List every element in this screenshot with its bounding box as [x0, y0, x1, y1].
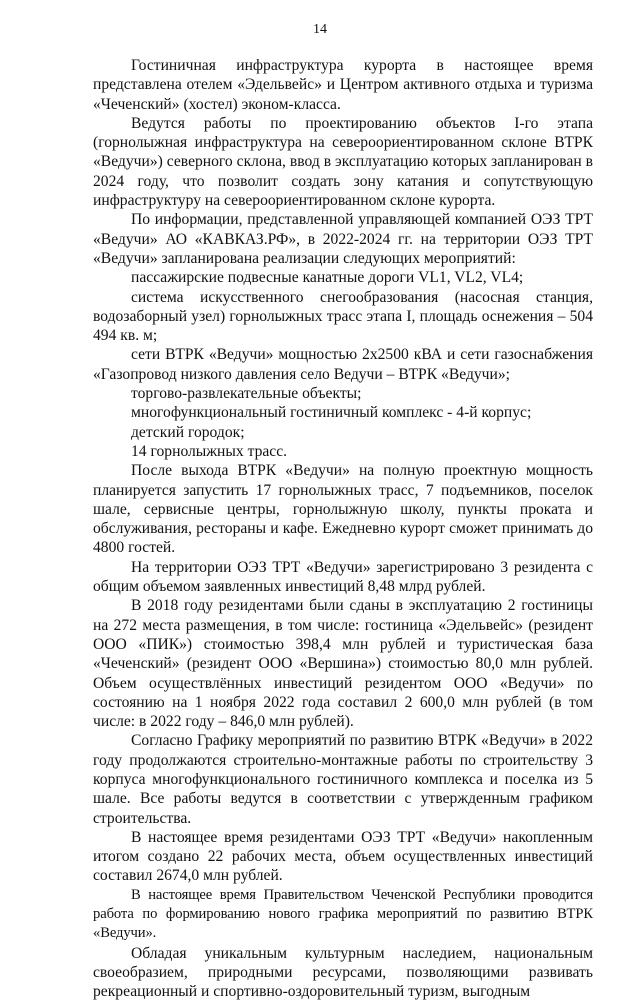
list-item-snowmaking: система искусственного снегообразования (насосная станция, водозаборный узел) горнолыжных трасс этапа I, площадь оснежения – 504 494 кв. м;: [93, 288, 593, 345]
paragraph-residents: На территории ОЭЗ ТРТ «Ведучи» зарегистрировано 3 резидента с общим объемом заявленных инвестиций 8,48 млрд рублей.: [93, 558, 593, 596]
document-body: [93, 56, 593, 1002]
paragraph-jobs-investment: В настоящее время резидентами ОЭЗ ТРТ «Ведучи» накопленным итогом создано 22 рабочих места, объем осуществленных инвестиций составил 2674,0 млн рублей.: [93, 828, 593, 885]
list-item-kids-town: детский городок;: [131, 423, 245, 441]
list-item-entertainment: торгово-развлекательные объекты;: [131, 385, 362, 403]
paragraph-full-capacity: После выхода ВТРК «Ведучи» на полную проектную мощность планируется запустить 17 горнолыжных трасс, 7 подъемников, поселок шале, сервисные центры, горнолыжную школу, пункты проката и обслуживания, рестораны и кафе. Ежедневно курорт сможет принимать до 4800 гостей.: [93, 462, 593, 557]
list-item-ski-slopes: 14 горнолыжных трасс.: [131, 442, 288, 460]
page-number: 14: [313, 22, 327, 37]
list-item-power-gas-networks: сети ВТРК «Ведучи» мощностью 2х2500 кВА и сети газоснабжения «Газопровод низкого давления село Ведучи – ВТРК «Ведучи»;: [93, 346, 593, 383]
paragraph-new-schedule: В настоящее время Правительством Чеченской Республики проводится работа по формированию нового графика мероприятий по развитию ВТРК «Ведучи».: [93, 886, 593, 942]
paragraph-hotels-2018: В 2018 году резидентами были сданы в эксплуатацию 2 гостиницы на 272 места размещения, в том числе: гостиница «Эдельвейс» (резидент ООО «ПИК») стоимостью 398,4 млн рублей и туристическая база «Чеченский» (резидент ООО «Вершина») стоимостью 80,0 млн рублей. Объем осуществлённых инвестиций резидентом ООО «Ведучи» по состоянию на 1 ноября 2022 года составил 2 600,0 млн рублей (в том числе: в 2022 году – 846,0 млн рублей).: [93, 597, 593, 731]
list-item-cable-cars: пассажирские подвесные канатные дороги VL1, VL2, VL4;: [131, 269, 524, 287]
list-item-hotel-complex: многофункциональный гостиничный комплекс - 4-й корпус;: [131, 404, 532, 422]
paragraph-construction-2022: Согласно Графику мероприятий по развитию ВТРК «Ведучи» в 2022 году продолжаются строительно-монтажные работы по строительству 3 корпуса многофункционального гостиничного комплекса и поселка из 5 шале. Все работы ведутся в соответствии с утвержденным графиком строительства.: [93, 732, 593, 827]
paragraph-hotel-infrastructure: Гостиничная инфраструктура курорта в настоящее время представлена отелем «Эдельвейс» и Центром активного отдыха и туризма «Чеченский» (хостел) эконом-класса.: [93, 57, 593, 113]
paragraph-planned-activities: По информации, представленной управляющей компанией ОЭЗ ТРТ «Ведучи» АО «КАВКАЗ.РФ», в 2022-2024 гг. на территории ОЭЗ ТРТ «Ведучи» запланирована реализации следующих мероприятий:: [93, 211, 593, 267]
paragraph-cultural-heritage: Обладая уникальным культурным наследием, национальным своеобразием, природными ресурсами, позволяющими развивать рекреационный и спортивно-оздоровительный туризм, выгодным: [93, 944, 593, 1001]
paragraph-stage-one-design: Ведутся работы по проектированию объектов I-го этапа (горнолыжная инфраструктура на североориентированном склоне ВТРК «Ведучи») северного склона, ввод в эксплуатацию которых запланирован в 2024 году, что позволит создать зону катания и сопутствующую инфраструктуру на североориентированном склоне курорта.: [93, 114, 593, 210]
